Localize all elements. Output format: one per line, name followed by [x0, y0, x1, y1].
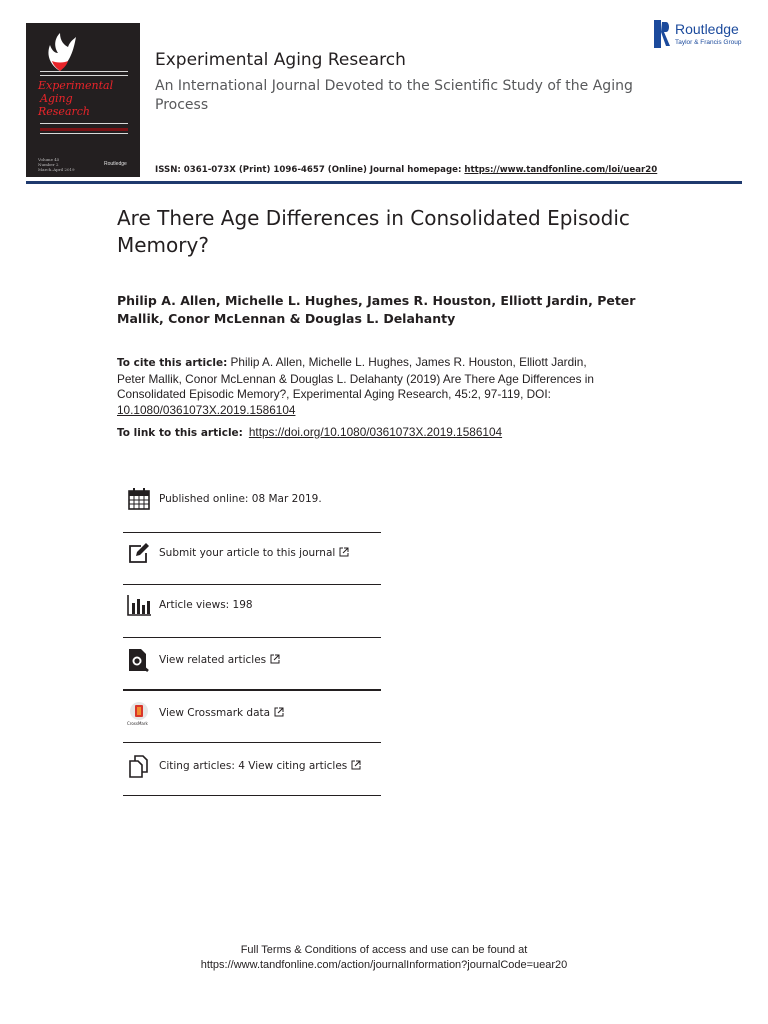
journal-cover-thumbnail	[26, 23, 140, 177]
cover-volume-line: March–April 2019	[38, 167, 75, 172]
article-authors: Philip A. Allen, Michelle L. Hughes, James R. Houston, Elliott Jardin, Peter Mallik, Conor McLennan & Douglas L. Delahanty	[117, 293, 636, 326]
routledge-group: Taylor & Francis Group	[675, 39, 742, 46]
citation-doi-link[interactable]: 10.1080/0361073X.2019.1586104	[117, 402, 296, 417]
article-link-label: To link to this article:	[117, 427, 243, 439]
journal-homepage-link[interactable]: https://www.tandfonline.com/loi/uear20	[464, 165, 658, 175]
divider	[123, 637, 381, 638]
journal-subtitle: An International Journal Devoted to the Scientific Study of the Aging Process	[155, 78, 633, 113]
cover-volume-info	[38, 157, 88, 172]
cover-publisher: Routledge	[104, 161, 127, 167]
external-link-icon	[339, 547, 349, 557]
crossmark-text: View Crossmark data	[159, 707, 271, 719]
calendar-icon	[127, 487, 151, 511]
terms-footer-text: Full Terms & Conditions of access and use can be found at	[240, 944, 528, 956]
terms-footer-url[interactable]: https://www.tandfonline.com/action/journalInformation?journalCode=uear20	[200, 959, 568, 971]
citation-label: To cite this article:	[117, 357, 228, 369]
divider	[123, 689, 381, 691]
copy-icon	[127, 754, 151, 778]
published-online-text: Published online: 08 Mar 2019.	[159, 493, 322, 505]
related-articles-text: View related articles	[159, 654, 267, 666]
phoenix-logo-icon	[40, 31, 80, 75]
article-title: Are There Age Differences in Consolidated Episodic Memory?	[117, 206, 630, 257]
routledge-r-icon	[654, 20, 670, 48]
citation-block	[117, 355, 617, 418]
external-link-icon	[270, 654, 280, 664]
header-rule	[26, 181, 742, 184]
crossmark-row[interactable]	[123, 693, 381, 733]
cover-volume-line: Volume 45	[38, 157, 60, 162]
article-doi-url[interactable]: https://doi.org/10.1080/0361073X.2019.1586104	[248, 425, 503, 439]
citing-articles-text: Citing articles: 4 View citing articles	[159, 760, 348, 772]
article-views-row	[123, 585, 381, 625]
cover-title	[38, 79, 134, 118]
journal-title: Experimental Aging Research	[155, 50, 406, 70]
submit-article-link[interactable]	[159, 547, 349, 559]
external-link-icon	[351, 760, 361, 770]
search-document-icon	[127, 648, 151, 672]
citation-text: Philip A. Allen, Michelle L. Hughes, James R. Houston, Elliott Jardin, Peter Mallik, Conor McLennan & Douglas L. Delahanty (2019) Are There Age Differences in Consolidated Episodic Memory?, Experimental Aging Research, 45:2, 97-119, DOI:	[117, 355, 594, 401]
article-views-text: Article views: 198	[159, 599, 253, 611]
bar-chart-icon	[127, 593, 151, 617]
cover-title-line: Aging	[40, 92, 73, 105]
issn-text: ISSN: 0361-073X (Print) 1096-4657 (Online) Journal homepage:	[155, 165, 465, 175]
article-link-block	[117, 425, 502, 439]
edit-icon	[127, 541, 151, 565]
cover-title-line: Experimental	[38, 79, 114, 92]
divider	[123, 795, 381, 796]
divider	[123, 742, 381, 743]
routledge-logo	[654, 20, 754, 52]
related-articles-row[interactable]	[123, 640, 381, 680]
citing-articles-row[interactable]	[123, 746, 381, 786]
citing-articles-link[interactable]	[159, 760, 361, 772]
cover-volume-line: Number 2	[38, 162, 59, 167]
issn-line	[155, 165, 657, 175]
routledge-name: Routledge	[675, 21, 739, 37]
terms-footer	[0, 943, 768, 973]
cover-title-line: Research	[38, 105, 91, 118]
crossmark-link[interactable]	[159, 707, 284, 719]
external-link-icon	[274, 707, 284, 717]
crossmark-icon-label: CrossMark	[127, 721, 148, 726]
submit-article-row[interactable]	[123, 533, 381, 573]
submit-article-text: Submit your article to this journal	[159, 547, 336, 559]
related-articles-link[interactable]	[159, 654, 280, 666]
published-online-row	[123, 479, 381, 519]
